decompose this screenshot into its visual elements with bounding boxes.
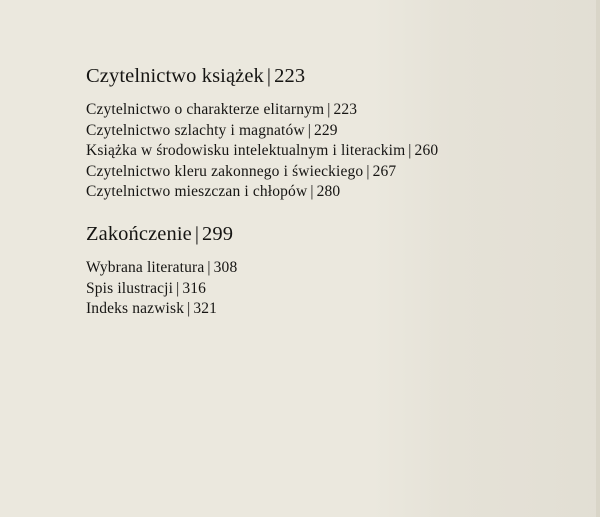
toc-entry-page: 229: [314, 121, 338, 139]
page-separator: |: [307, 121, 311, 139]
page-separator: |: [327, 101, 331, 118]
toc-entry-page: 321: [193, 300, 218, 318]
toc-entry: [86, 279, 438, 300]
toc-entry: [86, 299, 438, 320]
toc-entry-page: 260: [414, 142, 439, 160]
toc-entry-title: Czytelnictwo szlachty i magnatów: [86, 121, 305, 139]
section-heading: [86, 62, 438, 90]
toc-entry-title: Wybrana literatura: [86, 258, 205, 276]
page-separator: |: [176, 279, 180, 297]
toc-entry: [86, 182, 438, 203]
toc-entries: [86, 258, 438, 320]
toc-entry: [86, 141, 438, 162]
section-heading-page: 223: [274, 65, 306, 87]
toc-entry-title: Indeks nazwisk: [86, 300, 185, 318]
toc-entry-page: 280: [316, 183, 341, 201]
toc-section-conclusion: [86, 220, 438, 320]
section-heading-page: 299: [202, 222, 234, 245]
page-separator: |: [194, 222, 200, 245]
toc-entry-title: Książka w środowisku intelektualnym i literackim: [86, 142, 406, 160]
page-separator: |: [187, 300, 191, 318]
page-separator: |: [207, 258, 211, 276]
toc-entry-title: Czytelnictwo o charakterze elitarnym: [86, 101, 325, 118]
toc-entry-title: Spis ilustracji: [86, 279, 174, 297]
toc-entry: [86, 258, 438, 279]
toc-entry: [86, 162, 438, 183]
section-heading: [86, 220, 438, 248]
toc-entry: [86, 121, 438, 142]
toc-entry-title: Czytelnictwo mieszczan i chłopów: [86, 183, 308, 201]
toc-entry-page: 308: [213, 258, 238, 276]
toc-entry-page: 267: [372, 162, 397, 180]
page-separator: |: [310, 183, 314, 201]
page-separator: |: [266, 65, 272, 87]
section-heading-title: Czytelnictwo książek: [86, 65, 264, 87]
toc-entry-page: 316: [182, 279, 207, 297]
page-edge-shadow: [596, 0, 600, 517]
toc-entry-page: 223: [333, 101, 358, 118]
toc-section-reading-books: [86, 62, 438, 203]
page-separator: |: [408, 142, 412, 160]
toc-entry-title: Czytelnictwo kleru zakonnego i świeckiego: [86, 162, 364, 180]
toc-entries: [86, 100, 438, 203]
page-separator: |: [366, 162, 370, 180]
toc-entry: [86, 100, 438, 121]
section-heading-title: Zakończenie: [86, 222, 192, 245]
table-of-contents: [86, 62, 438, 320]
